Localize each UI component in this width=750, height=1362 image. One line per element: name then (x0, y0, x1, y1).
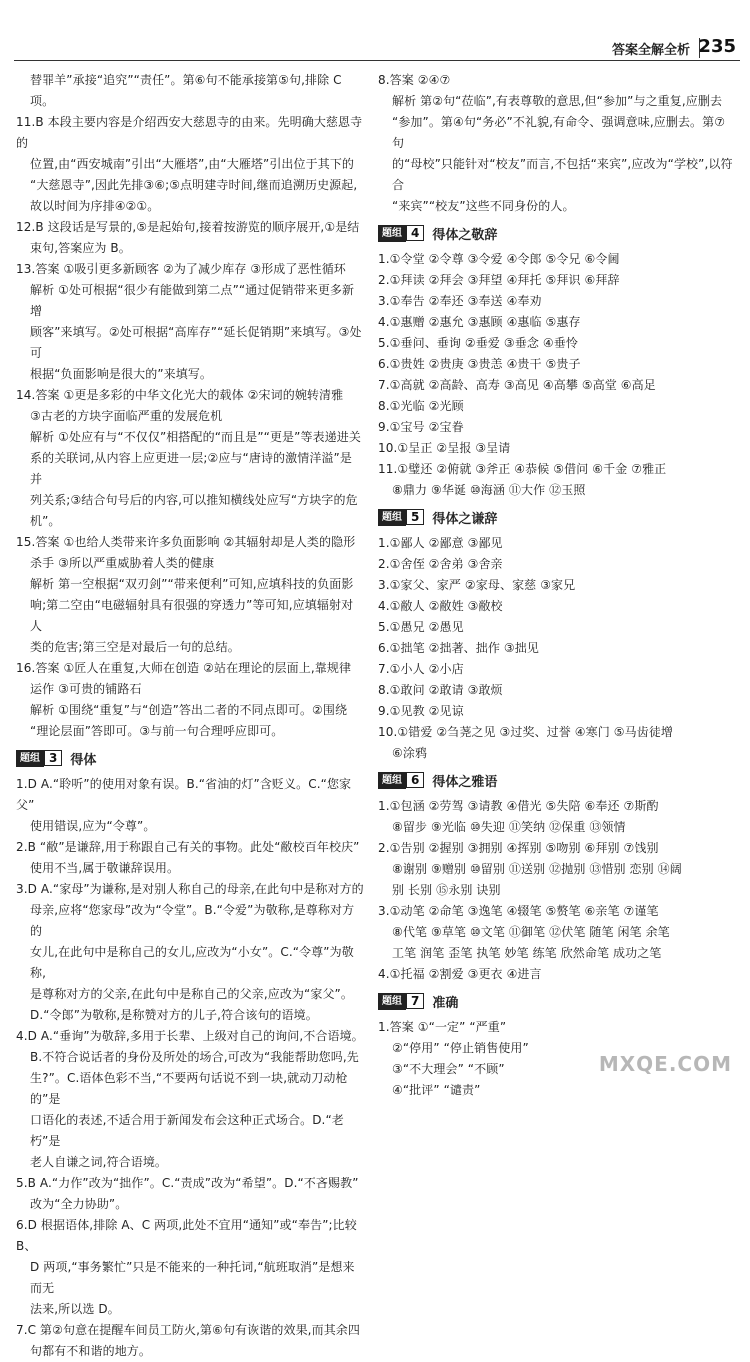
text-line: 使用不当,属于敬谦辞误用。 (30, 861, 180, 875)
section-title: 得体之谦辞 (432, 511, 498, 527)
text-line: 杀手 ③所以严重威胁着人类的健康 (30, 556, 215, 570)
text-line: 14.答案 ①更是多彩的中华文化光大的载体 ②宋词的婉转清雅 (16, 388, 344, 402)
section-title: 准确 (432, 995, 459, 1011)
page-number: 235 (698, 36, 736, 57)
right-lines-4 (378, 249, 734, 501)
text-line: 12.B 这段话是写景的,⑤是起始句,接着按游览的顺序展开,①是结 (16, 220, 360, 234)
text-line: 列关系;③结合句号后的内容,可以推知横线处应写“方块字的危 (30, 493, 358, 507)
text-line: 1.①令堂 ②令尊 ③令爱 ④令郎 ⑤令兄 ⑥令阃 (378, 252, 620, 266)
text-line: 8.①敢问 ②敢请 ③敢烦 (378, 683, 503, 697)
text-line: 解析 ①围绕“重复”与“创造”答出二者的不同点即可。②围绕 (30, 703, 348, 717)
text-line: 2.①告别 ②握别 ③拥别 ④挥别 ⑤吻别 ⑥拜别 ⑦饯别 (378, 841, 659, 855)
section-tag: 题组 (16, 750, 44, 767)
text-line: 解析 第②句“莅临”,有表尊敬的意思,但“参加”与之重复,应删去 (392, 94, 723, 108)
section-tag: 题组 (378, 772, 406, 789)
text-line: ③古老的方块字面临严重的发展危机 (30, 409, 223, 423)
text-line: ⑧谢别 ⑨赠别 ⑩留别 ⑪送别 ⑫抛别 ⑬惜别 恋别 ⑭阔 (392, 862, 682, 876)
text-line: 3.①家父、家严 ②家母、家慈 ③家兄 (378, 578, 576, 592)
text-line: 13.答案 ①吸引更多新顾客 ②为了减少库存 ③形成了恶性循环 (16, 262, 346, 276)
text-line: 7.C 第②句意在提醒车间员工防火,第⑥句有诙谐的效果,而其余四 (16, 1323, 360, 1337)
text-line: 类的危害;第三空是对最后一句的总结。 (30, 640, 240, 654)
left-lines-2 (16, 774, 364, 1362)
right-lines-5 (378, 533, 734, 764)
text-line: 6.①拙笔 ②拙著、拙作 ③拙见 (378, 641, 539, 655)
right-lines (378, 70, 734, 217)
text-line: 生?”。C.语体色彩不当,“不要两句话说不到一块,就动刀动枪的”是 (30, 1071, 348, 1106)
section-tag: 题组 (378, 509, 406, 526)
text-line: 3.①奉告 ②奉还 ③奉送 ④奉劝 (378, 294, 542, 308)
section-header-3 (16, 748, 364, 768)
watermark-logo: MXQE.COM (598, 1052, 732, 1076)
text-line: 3.D A.“家母”为谦称,是对别人称自己的母亲,在此句中是称对方的 (16, 882, 364, 896)
section-tag: 题组 (378, 993, 406, 1010)
text-line: 母亲,应将“您家母”改为“令堂”。B.“令爱”为敬称,是尊称对方的 (30, 903, 355, 938)
text-line: 工笔 润笔 歪笔 执笔 妙笔 练笔 欣然命笔 成功之笔 (392, 946, 662, 960)
text-line: 别 长别 ⑮永别 诀别 (392, 883, 501, 897)
text-line: 11.①璧还 ②俯就 ③斧正 ④恭候 ⑤借问 ⑥千金 ⑦雅正 (378, 462, 667, 476)
text-line: 1.①包涵 ②劳驾 ③请教 ④借光 ⑤失陪 ⑥奉还 ⑦斯酌 (378, 799, 659, 813)
text-line: ④“批评” “谴责” (392, 1083, 481, 1097)
text-line: 8.答案 ②④⑦ (378, 73, 451, 87)
text-line: 解析 ①处可根据“很少有能做到第二点”“通过促销带来更多新增 (30, 283, 355, 318)
text-line: 故以时间为序排④②①。 (30, 199, 160, 213)
text-line: 16.答案 ①匠人在重复,大师在创造 ②站在理论的层面上,靠规律 (16, 661, 352, 675)
left-lines (16, 70, 364, 742)
text-line: ⑥涂鸦 (392, 746, 428, 760)
text-line: 法来,所以选 D。 (30, 1302, 120, 1316)
text-line: 的“母校”只能针对“校友”而言,不包括“来宾”,应改为“学校”,以符合 (392, 157, 733, 192)
text-line: 使用错误,应为“令尊”。 (30, 819, 156, 833)
text-line: 5.①愚兄 ②愚见 (378, 620, 464, 634)
text-line: 运作 ③可贵的铺路石 (30, 682, 142, 696)
text-line: 机”。 (30, 514, 61, 528)
text-line: 顾客”来填写。②处可根据“高库存”“延长促销期”来填写。③处可 (30, 325, 362, 360)
text-line: 6.D 根据语体,排除 A、C 两项,此处不宜用“通知”或“奉告”;比较 B、 (16, 1218, 357, 1253)
section-title: 得体之敬辞 (432, 227, 498, 243)
text-line: D 两项,“事务繁忙”只是不能来的一种托词,“航班取消”是想来而无 (30, 1260, 355, 1295)
text-line: 6.①贵姓 ②贵庚 ③贵恙 ④贵干 ⑤贵子 (378, 357, 581, 371)
text-line: “理论层面”答即可。③与前一句合理呼应即可。 (30, 724, 284, 738)
text-line: 7.①高就 ②高龄、高寿 ③高见 ④高攀 ⑤高堂 ⑥高足 (378, 378, 656, 392)
text-line: 5.B A.“力作”改为“拙作”。C.“责成”改为“希望”。D.“不吝赐教” (16, 1176, 359, 1190)
text-line: 响;第二空由“电磁辐射具有很强的穿透力”等可知,应填辐射对人 (30, 598, 354, 633)
section-header-5 (378, 507, 734, 527)
text-line: 3.①动笔 ②命笔 ③逸笔 ④辍笔 ⑤赘笔 ⑥亲笔 ⑦谨笔 (378, 904, 659, 918)
text-line: 替罪羊”承接“追究”“责任”。第⑥句不能承接第⑤句,排除 C 项。 (30, 73, 342, 108)
text-line: ②“停用” “停止销售使用” (392, 1041, 529, 1055)
text-line: 4.D A.“垂询”为敬辞,多用于长辈、上级对自己的询问,不合语境。 (16, 1029, 364, 1043)
text-line: 系的关联词,从内容上应更进一层;②应与“唐诗的激情洋溢”是并 (30, 451, 352, 486)
text-line: ⑧留步 ⑨光临 ⑩失迎 ⑪笑纳 ⑫保重 ⑬领情 (392, 820, 626, 834)
section-title: 得体 (70, 752, 97, 768)
text-line: 4.①敝人 ②敝姓 ③敝校 (378, 599, 503, 613)
text-line: 11.B 本段主要内容是介绍西安大慈恩寺的由来。先明确大慈恩寺的 (16, 115, 363, 150)
text-line: 9.①见教 ②见谅 (378, 704, 464, 718)
section-title: 得体之雅语 (432, 774, 498, 790)
text-line: 2.B “敝”是谦辞,用于称跟自己有关的事物。此处“敝校百年校庆” (16, 840, 360, 854)
left-column (16, 70, 364, 1362)
text-line: 改为“全力协助”。 (30, 1197, 128, 1211)
text-line: 解析 第一空根据“双刃剑”“带来便利”可知,应填科技的负面影 (30, 577, 354, 591)
section-header-7 (378, 991, 734, 1011)
section-header-4 (378, 223, 734, 243)
text-line: 5.①垂问、垂询 ②垂爱 ③垂念 ④垂怜 (378, 336, 578, 350)
text-line: 根据“负面影响是很大的”来填写。 (30, 367, 213, 381)
right-lines-6 (378, 796, 734, 985)
text-line: 9.①宝号 ②宝眷 (378, 420, 464, 434)
header-rule (14, 60, 740, 61)
text-line: B.不符合说话者的身份及所处的场合,可改为“我能帮助您吗,先 (30, 1050, 359, 1064)
text-line: “参加”。第④句“务必”不礼貌,有命令、强调意味,应删去。第⑦句 (392, 115, 726, 150)
text-line: 10.①呈正 ②呈报 ③呈请 (378, 441, 511, 455)
header-label: 答案全解全析 (611, 43, 690, 58)
text-line: 15.答案 ①也给人类带来许多负面影响 ②其辐射却是人类的隐形 (16, 535, 356, 549)
text-line: 位置,由“西安城南”引出“大雁塔”,由“大雁塔”引出位于其下的 (30, 157, 355, 171)
text-line: 7.①小人 ②小店 (378, 662, 464, 676)
text-line: 8.①光临 ②光顾 (378, 399, 464, 413)
text-line: ⑧鼎力 ⑨华诞 ⑩海涵 ⑪大作 ⑫玉照 (392, 483, 586, 497)
page-header (0, 0, 750, 64)
text-line: 句都有不和谐的地方。 (30, 1344, 152, 1358)
text-line: ③“不大理会” “不顾” (392, 1062, 505, 1076)
text-line: 4.①惠赠 ②惠允 ③惠顾 ④惠临 ⑤惠存 (378, 315, 581, 329)
text-line: “大慈恩寺”,因此先排③⑥;⑤点明建寺时间,继而追溯历史源起, (30, 178, 358, 192)
text-line: 2.①舍侄 ②舍弟 ③舍亲 (378, 557, 503, 571)
section-tag: 题组 (378, 225, 406, 242)
text-line: “来宾”“校友”这些不同身份的人。 (392, 199, 575, 213)
section-number: 3 (44, 750, 62, 766)
text-line: 2.①拜读 ②拜会 ③拜望 ④拜托 ⑤拜识 ⑥拜辞 (378, 273, 620, 287)
text-line: 解析 ①处应有与“不仅仅”相搭配的“而且是”“更是”等表递进关 (30, 430, 361, 444)
section-number: 6 (406, 772, 424, 788)
text-line: D.“令郎”为敬称,是称赞对方的儿子,符合该句的语境。 (30, 1008, 318, 1022)
text-line: 1.D A.“聆听”的使用对象有误。B.“省油的灯”含贬义。C.“您家父” (16, 777, 352, 812)
text-line: ⑧代笔 ⑨草笔 ⑩文笔 ⑪御笔 ⑫伏笔 随笔 闲笔 余笔 (392, 925, 670, 939)
text-line: 女儿,在此句中是称自己的女儿,应改为“小女”。C.“令尊”为敬称, (30, 945, 354, 980)
section-header-6 (378, 770, 734, 790)
section-number: 5 (406, 509, 424, 525)
right-column (378, 70, 734, 1101)
text-line: 1.①鄙人 ②鄙意 ③鄙见 (378, 536, 503, 550)
text-line: 1.答案 ①“一定” “严重” (378, 1020, 507, 1034)
text-line: 束句,答案应为 B。 (30, 241, 131, 255)
text-line: 口语化的表述,不适合用于新闻发布会这种正式场合。D.“老朽”是 (30, 1113, 344, 1148)
text-line: 10.①错爱 ②刍荛之见 ③过奖、过誉 ④寒门 ⑤马齿徒增 (378, 725, 674, 739)
text-line: 4.①托福 ②割爱 ③更衣 ④进言 (378, 967, 542, 981)
text-line: 老人自谦之词,符合语境。 (30, 1155, 168, 1169)
section-number: 4 (406, 225, 424, 241)
text-line: 是尊称对方的父亲,在此句中是称自己的父亲,应改为“家父”。 (30, 987, 353, 1001)
section-number: 7 (406, 993, 424, 1009)
